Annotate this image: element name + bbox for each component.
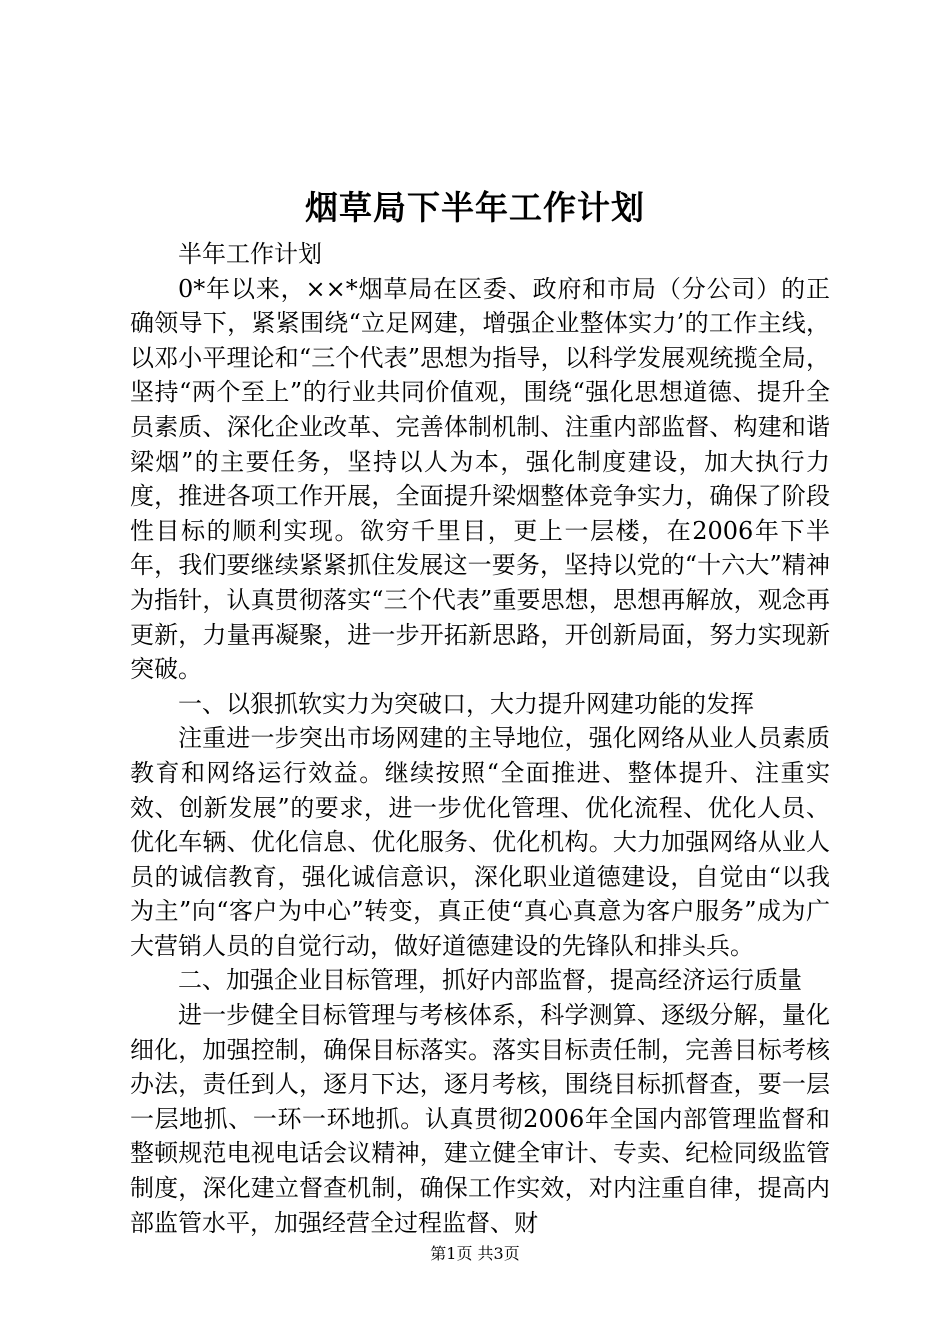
page-footer: 第1页 共3页: [430, 1244, 520, 1263]
section-heading-1: 一、以狠抓软实力为突破口，大力提升网建功能的发挥: [178, 689, 754, 718]
paragraph-section-2: 进一步健全目标管理与考核体系，科学测算、逐级分解，量化细化，加强控制，确保目标落实。落实目标责任制，完善目标考核办法，责任到人，逐月下达，逐月考核，围绕目标抓督查，要一层一层地抓、一环一环地抓。认真贯彻2006年全国内部管理监督和整顿规范电视电话会议精神，建立健全审计、专卖、纪检同级监管制度，深化建立督查机制，确保工作实效，对内注重自律，提高内部监管水平，加强经营全过程监督、财: [130, 1001, 830, 1237]
paragraph-subtitle: 半年工作计划: [178, 240, 322, 268]
section-heading-2: 二、加强企业目标管理，抓好内部监督，提高经济运行质量: [178, 966, 802, 995]
document-body: [130, 237, 830, 1240]
paragraph-section-1: 注重进一步突出市场网建的主导地位，强化网络从业人员素质教育和网络运行效益。继续按照“全面推进、整体提升、注重实效、创新发展”的要求，进一步优化管理、优化流程、优化人员、优化车辆、优化信息、优化服务、优化机构。大力加强网络从业人员的诚信教育，强化诚信意识，深化职业道德建设，自觉由“以我为主”向“客户为中心”转变，真正使“真心真意为客户服务”成为广大营销人员的自觉行动，做好道德建设的先锋队和排头兵。: [130, 724, 830, 960]
document-title: 烟草局下半年工作计划: [305, 188, 645, 227]
paragraph-intro: 0*年以来，××*烟草局在区委、政府和市局（分公司）的正确领导下，紧紧围绕“立足网建，增强企业整体实力’的工作主线，以邓小平理论和“三个代表”思想为指导，以科学发展观统揽全局，坚持“两个至上”的行业共同价值观，围绕“强化思想道德、提升全员素质、深化企业改革、完善体制机制、注重内部监督、构建和谐梁烟”的主要任务，坚持以人为本，强化制度建设，加大执行力度，推进各项工作开展，全面提升梁烟整体竞争实力，确保了阶段性目标的顺利实现。欲穷千里目，更上一层楼，在2006年下半年，我们要继续紧紧抓住发展这一要务，坚持以党的“十六大”精神为指针，认真贯彻落实“三个代表”重要思想，思想再解放，观念再更新，力量再凝聚，进一步开拓新思路，开创新局面，努力实现新突破。: [130, 274, 830, 684]
